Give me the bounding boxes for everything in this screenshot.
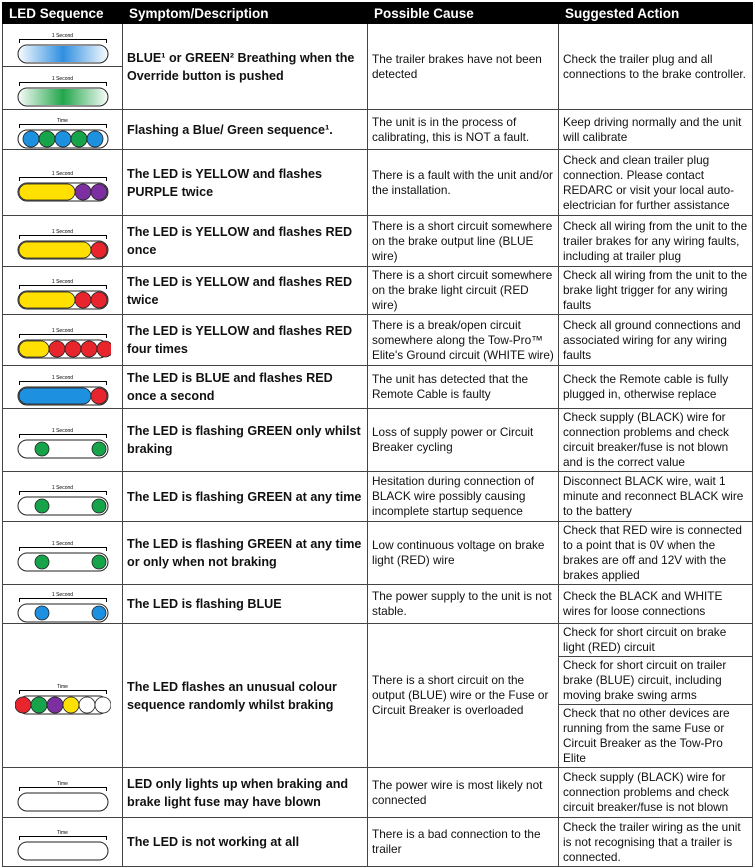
time-scale-bracket [19,690,107,694]
action-item: Check that no other devices are running from the same Fuse or Circuit Breaker as the Tow-Pro Elite [559,704,752,767]
led-block [3,421,122,459]
action-cell: Check that RED wire is connected to a point that is 0V when the brakes are off and 12V with the brakes applied [559,522,753,585]
led-sequence-graphic [15,841,111,861]
table-row [3,522,753,585]
symptom-cell: The LED is YELLOW and flashes PURPLE twice [123,150,368,216]
time-scale-bracket [19,491,107,495]
cause-cell: The power wire is most likely not connected [368,768,559,818]
time-scale-bracket [19,547,107,551]
led-block [3,272,122,310]
led-block [3,585,122,623]
table-row [3,768,753,818]
symptom-cell: The LED is not working at all [123,818,368,867]
led-flash-dot [75,184,91,200]
symptom-cell: The LED flashes an unusual colour sequence randomly whilst braking [123,624,368,768]
symptom-cell: The LED is YELLOW and flashes RED twice [123,267,368,315]
led-sequence-cell [3,315,123,366]
action-cell: Check the trailer wiring as the unit is not recognising that a trailer is connected. [559,818,753,867]
led-sequence-graphic [15,386,111,406]
led-block [3,478,122,516]
led-flash-dot [35,499,49,513]
led-steady-segment [19,341,49,357]
time-scale-bracket [19,598,107,602]
led-steady-segment [19,184,75,200]
led-steady-segment [19,292,75,308]
symptom-cell: The LED is flashing GREEN only whilst braking [123,409,368,472]
led-sequence-cell [3,216,123,267]
led-sequence-graphic [15,496,111,516]
led-troubleshooting-table [2,2,753,867]
led-block [3,164,122,202]
led-sequence-graphic [15,552,111,572]
cause-cell: The power supply to the unit is not stable. [368,585,559,624]
time-scale-label: 1 Second [51,278,74,285]
action-item: Check for short circuit on trailer brake (BLUE) circuit, including moving brake swing arms [559,656,752,704]
led-block [3,222,122,260]
led-dot [23,131,39,147]
led-diagram [15,781,111,812]
led-sequence-graphic [15,339,111,359]
led-diagram [15,592,111,623]
led-sequence-graphic [15,87,111,107]
symptom-cell: The LED is YELLOW and flashes RED once [123,216,368,267]
cause-cell: Low continuous voltage on brake light (RED) wire [368,522,559,585]
header-possible-cause: Possible Cause [368,3,559,24]
led-block [3,823,122,861]
led-sequence-cell [3,624,123,768]
led-dot [15,697,31,713]
cause-cell: There is a fault with the unit and/or the installation. [368,150,559,216]
action-cell [559,624,753,768]
action-cell: Check supply (BLACK) wire for connection problems and check circuit breaker/fuse is not blown and is the correct value [559,409,753,472]
time-scale-label: Time [57,683,68,690]
time-scale-bracket [19,434,107,438]
led-sequence-graphic [15,182,111,202]
time-scale-label: 1 Second [51,229,74,235]
symptom-cell: The LED is flashing GREEN at any time or only when not braking [123,522,368,585]
time-scale-bracket [19,787,107,791]
led-sequence-cell [3,110,123,150]
table-body [3,24,753,867]
led-dot [31,697,47,713]
led-sequence-cell [3,24,123,110]
led-block [3,321,122,359]
table-row [3,216,753,267]
led-flash-dot [65,341,81,357]
symptom-cell: The LED is YELLOW and flashes RED four times [123,315,368,366]
led-diagram [15,328,111,359]
cause-cell: Loss of supply power or Circuit Breaker cycling [368,409,559,472]
led-sequence-cell [3,150,123,216]
led-sequence-graphic [15,129,111,149]
led-sequence-cell [3,267,123,315]
time-scale-bracket [19,381,107,385]
symptom-cell: Flashing a Blue/ Green sequence¹. [123,110,368,150]
led-sequence-graphic [15,240,111,260]
led-diagram [15,375,111,406]
time-scale-bracket [19,82,107,86]
led-diagram [15,684,111,715]
time-scale-bracket [19,334,107,338]
led-diagram [15,541,111,572]
time-scale-bracket [19,124,107,128]
led-flash-dot [75,292,91,308]
table-row [3,267,753,315]
led-track [18,842,108,860]
time-scale-label: 1 Second [51,170,74,177]
header-symptom: Symptom/Description [123,3,368,24]
led-diagram [15,171,111,202]
cause-cell: The trailer brakes have not been detected [368,24,559,110]
cause-cell: There is a break/open circuit somewhere along the Tow-Pro™ Elite's Ground circuit (WHITE wire) [368,315,559,366]
time-scale-label: 1 Second [51,592,74,598]
led-block [3,111,122,149]
led-flash-dot [92,442,106,456]
time-scale-label: 1 Second [51,428,74,434]
led-diagram [15,76,111,107]
action-cell: Check all ground connections and associated wiring for any wiring faults [559,315,753,366]
symptom-cell: The LED is flashing GREEN at any time [123,472,368,522]
action-cell: Check and clean trailer plug connection. Please contact REDARC or visit your local auto-electrician for further assistance [559,150,753,216]
time-scale-label: Time [57,117,68,124]
led-flash-dot [97,341,111,357]
time-scale-label: Time [57,780,68,787]
led-block [3,368,122,406]
time-scale-bracket [19,836,107,840]
led-flash-dot [35,555,49,569]
header-suggested-action: Suggested Action [559,3,753,24]
led-flash-dot [81,341,97,357]
led-sequence-cell [3,585,123,624]
time-scale-bracket [19,177,107,181]
symptom-cell: BLUE¹ or GREEN² Breathing when the Override button is pushed [123,24,368,110]
led-flash-dot [91,184,107,200]
led-dot [39,131,55,147]
led-sequence-cell [3,522,123,585]
led-diagram [15,428,111,459]
led-flash-dot [92,606,106,620]
table-row [3,409,753,472]
time-scale-bracket [19,235,107,239]
table-row [3,24,753,110]
led-sequence-graphic [15,290,111,310]
action-cell: Keep driving normally and the unit will calibrate [559,110,753,150]
cause-cell: The unit has detected that the Remote Cable is faulty [368,366,559,409]
action-cell: Check the BLACK and WHITE wires for loose connections [559,585,753,624]
action-item: Check for short circuit on brake light (RED) circuit [563,625,727,654]
time-scale-label: Time [57,830,68,836]
led-flash-dot [35,442,49,456]
led-sequence-graphic [15,695,111,715]
led-track [18,793,108,811]
led-sequence-graphic [15,439,111,459]
led-diagram [15,485,111,516]
led-diagram [15,279,111,310]
table-row [3,472,753,522]
cause-cell: There is a short circuit somewhere on the brake output line (BLUE wire) [368,216,559,267]
action-cell: Check all wiring from the unit to the brake light trigger for any wiring faults [559,267,753,315]
led-dot [87,131,103,147]
action-cell: Check all wiring from the unit to the trailer brakes for any wiring faults, including at trailer plug [559,216,753,267]
led-diagram [15,33,111,64]
led-glow [19,89,107,105]
cause-cell: Hesitation during connection of BLACK wire possibly causing incomplete startup sequence [368,472,559,522]
led-glow [19,46,107,62]
led-flash-dot [35,606,49,620]
led-dot [71,131,87,147]
led-flash-dot [92,499,106,513]
action-cell: Check supply (BLACK) wire for connection problems and check circuit breaker/fuse is not blown [559,768,753,818]
led-block [3,66,122,109]
led-block [3,677,122,715]
led-flash-dot [91,242,107,258]
action-cell: Check the Remote cable is fully plugged in, otherwise replace [559,366,753,409]
symptom-cell: LED only lights up when braking and brake light fuse may have blown [123,768,368,818]
led-sequence-cell [3,768,123,818]
cause-cell: There is a short circuit somewhere on the brake light circuit (RED wire) [368,267,559,315]
led-flash-dot [92,555,106,569]
led-flash-dot [91,388,107,404]
table-row [3,624,753,768]
led-dot [95,697,111,713]
table-row [3,585,753,624]
time-scale-label: 1 Second [51,33,74,39]
time-scale-label: 1 Second [51,541,74,547]
led-flash-dot [49,341,65,357]
cause-cell: There is a bad connection to the trailer [368,818,559,867]
led-sequence-cell [3,818,123,867]
cause-cell: There is a short circuit on the output (BLUE) wire or the Fuse or Circuit Breaker is overloaded [368,624,559,768]
led-sequence-cell [3,409,123,472]
action-cell: Disconnect BLACK wire, wait 1 minute and reconnect BLACK wire to the battery [559,472,753,522]
header-led-sequence: LED Sequence [3,3,123,24]
time-scale-label: 1 Second [51,375,74,381]
symptom-cell: The LED is flashing BLUE [123,585,368,624]
led-steady-segment [19,388,91,404]
time-scale-label: 1 Second [51,484,74,491]
led-dot [79,697,95,713]
table-row [3,818,753,867]
led-sequence-cell [3,366,123,409]
table-row [3,366,753,409]
led-diagram [15,229,111,260]
led-dot [47,697,63,713]
time-scale-label: 1 Second [51,328,74,334]
led-sequence-graphic [15,792,111,812]
time-scale-bracket [19,285,107,289]
table-row [3,110,753,150]
table-row [3,150,753,216]
led-diagram [15,830,111,861]
led-sequence-graphic [15,44,111,64]
led-sequence-cell [3,472,123,522]
led-dot [63,697,79,713]
led-dot [55,131,71,147]
symptom-cell: The LED is BLUE and flashes RED once a second [123,366,368,409]
led-diagram [15,118,111,149]
table-row [3,315,753,366]
action-cell: Check the trailer plug and all connections to the brake controller. [559,24,753,110]
table-header-row [3,3,753,24]
led-flash-dot [91,292,107,308]
time-scale-label: 1 Second [51,76,74,82]
led-block [3,774,122,812]
led-steady-segment [19,242,91,258]
led-block [3,24,122,66]
led-sequence-graphic [15,603,111,623]
cause-cell: The unit is in the process of calibrating, this is NOT a fault. [368,110,559,150]
time-scale-bracket [19,39,107,43]
led-block [3,534,122,572]
